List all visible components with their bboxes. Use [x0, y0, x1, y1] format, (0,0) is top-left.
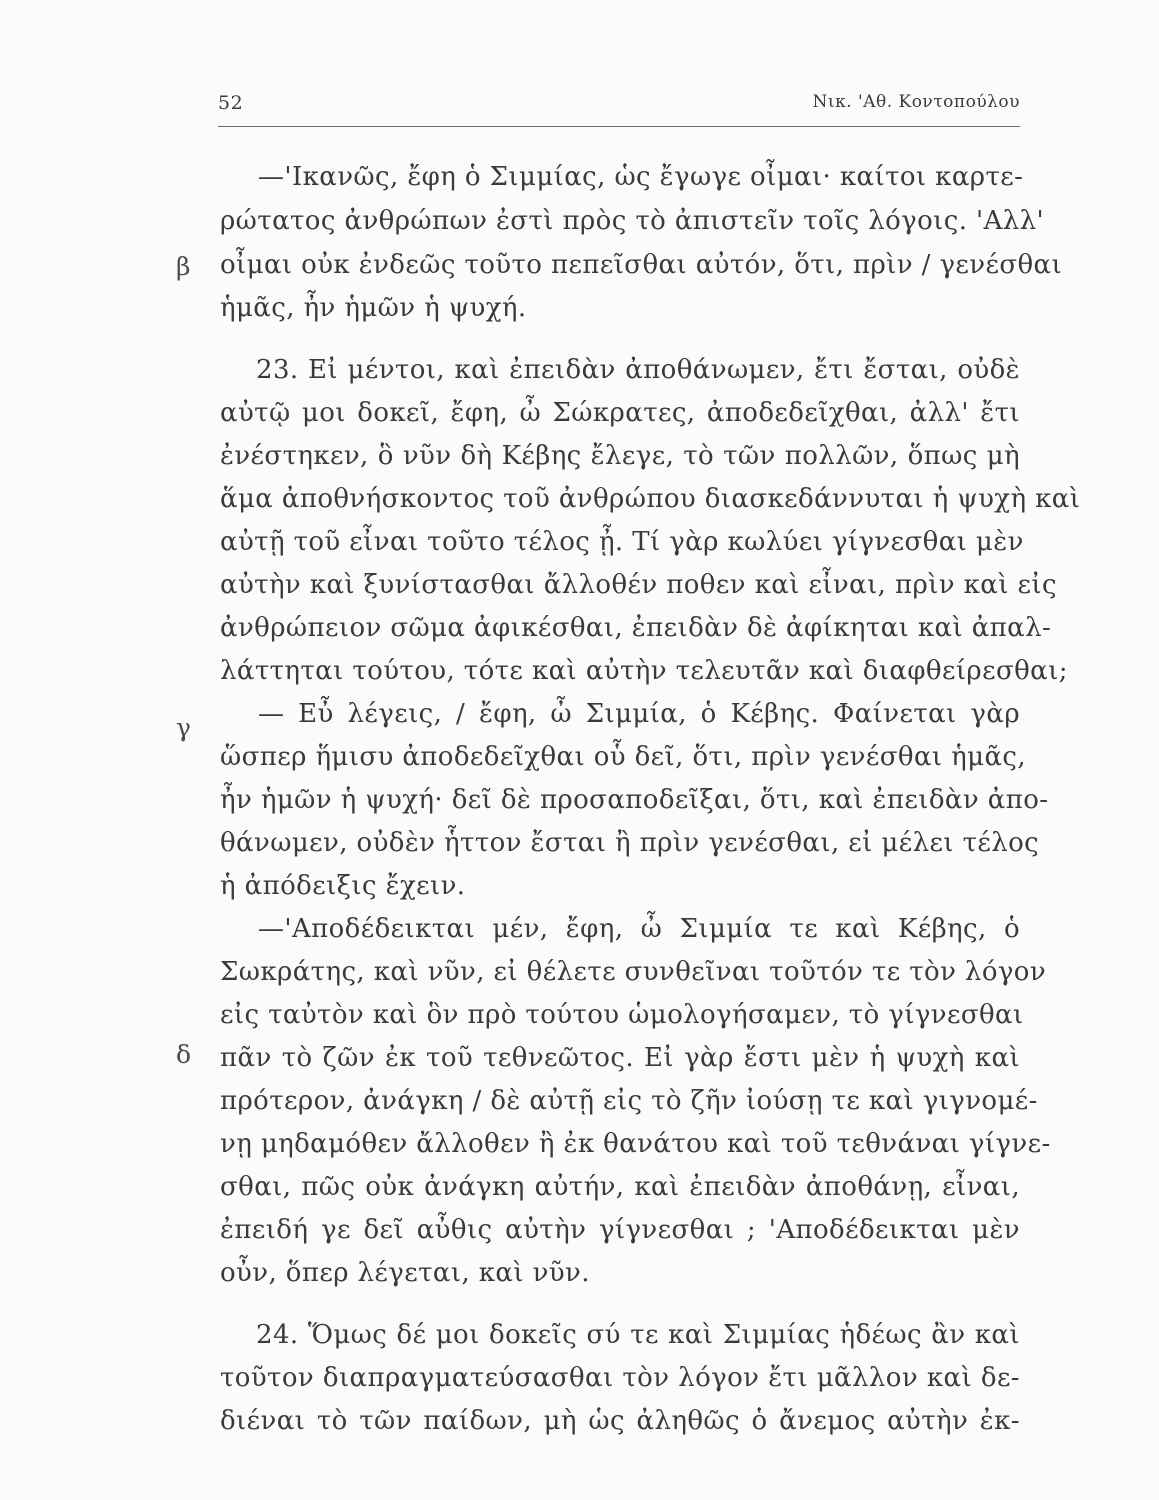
text-line: σθαι, πῶς οὐκ ἀνάγκη αὐτήν, καὶ ἐπειδὰν ἀποθάνῃ, εἶναι,: [220, 1172, 1020, 1202]
text-line: ἡμᾶς, ἦν ἡμῶν ἡ ψυχή.: [220, 293, 527, 323]
text-line: ἐνέστηκεν, ὃ νῦν δὴ Κέβης ἔλεγε, τὸ τῶν πολλῶν, ὅπως μὴ: [220, 441, 1020, 471]
text-line: διέναι τὸ τῶν παίδων, μὴ ὡς ἀληθῶς ὁ ἄνεμος αὐτὴν ἐκ-: [220, 1406, 1020, 1436]
text-line: ρώτατος ἀνθρώπων ἐστὶ πρὸς τὸ ἀπιστεῖν τοῖς λόγοις. 'Αλλ': [220, 206, 1045, 236]
text-line: θάνωμεν, οὐδὲν ἧττον ἔσται ἢ πρὶν γενέσθαι, εἰ μέλει τέλος: [220, 828, 1040, 858]
text-line: αὐτὴν καὶ ξυνίστασθαι ἄλλοθέν ποθεν καὶ εἶναι, πρὶν καὶ εἰς: [220, 570, 1057, 600]
text-line: ἡ ἀπόδειξις ἔχειν.: [220, 871, 466, 901]
text-line: ἀνθρώπειον σῶμα ἀφικέσθαι, ἐπειδὰν δὲ ἀφίκηται καὶ ἀπαλ-: [220, 613, 1052, 643]
text-line: οὖν, ὅπερ λέγεται, καὶ νῦν.: [220, 1258, 590, 1288]
text-line: εἰς ταὐτὸν καὶ ὃν πρὸ τούτου ὡμολογήσαμεν, τὸ γίγνεσθαι: [220, 1000, 1024, 1030]
text-line: αὐτῷ μοι δοκεῖ, ἔφη, ὦ Σώκρατες, ἀποδεδεῖχθαι, ἀλλ' ἔτι: [220, 398, 1020, 428]
margin-letter-delta: δ: [176, 1040, 192, 1069]
page-header: [218, 92, 1020, 127]
page-number: 52: [218, 92, 244, 114]
text-line: —'Ικανῶς, ἔφη ὁ Σιμμίας, ὡς ἔγωγε οἶμαι· καίτοι καρτε-: [258, 162, 1024, 192]
text-line: λάττηται τούτου, τότε καὶ αὐτὴν τελευτᾶν καὶ διαφθείρεσθαι;: [220, 656, 1068, 686]
running-head: Νικ. 'Αθ. Κοντοπούλου: [812, 92, 1020, 112]
margin-letter-beta: β: [176, 252, 191, 281]
text-line: ἅμα ἀποθνήσκοντος τοῦ ἀνθρώπου διασκεδάννυται ἡ ψυχὴ καὶ: [220, 484, 1081, 514]
margin-letter-gamma: γ: [176, 713, 191, 742]
text-line: αὐτῇ τοῦ εἶναι τοῦτο τέλος ᾖ. Τί γὰρ κωλύει γίγνεσθαι μὲν: [220, 527, 1024, 557]
text-line: τοῦτον διαπραγματεύσασθαι τὸν λόγον ἔτι μᾶλλον καὶ δε-: [220, 1363, 1020, 1393]
text-line: πρότερον, ἀνάγκη / δὲ αὐτῇ εἰς τὸ ζῆν ἰούσῃ τε καὶ γιγνομέ-: [220, 1086, 1038, 1116]
text-line: ἦν ἡμῶν ἡ ψυχή· δεῖ δὲ προσαποδεῖξαι, ὅτι, καὶ ἐπειδὰν ἀπο-: [220, 785, 1049, 815]
text-line: 24. Ὅμως δέ μοι δοκεῖς σύ τε καὶ Σιμμίας ἡδέως ἂν καὶ: [256, 1320, 1020, 1350]
text-line: ἐπειδή γε δεῖ αὖθις αὐτὴν γίγνεσθαι ; 'Αποδέδεικται μὲν: [220, 1215, 1020, 1245]
text-line: οἶμαι οὐκ ἐνδεῶς τοῦτο πεπεῖσθαι αὐτόν, ὅτι, πρὶν / γενέσθαι: [220, 250, 1063, 280]
text-line: 23. Εἰ μέντοι, καὶ ἐπειδὰν ἀποθάνωμεν, ἔτι ἔσται, οὐδὲ: [256, 355, 1020, 385]
text-line: ὥσπερ ἥμισυ ἀποδεδεῖχθαι οὗ δεῖ, ὅτι, πρὶν γενέσθαι ἡμᾶς,: [220, 742, 1027, 772]
text-line: νῃ μηδαμόθεν ἄλλοθεν ἢ ἐκ θανάτου καὶ τοῦ τεθνάναι γίγνε-: [220, 1129, 1051, 1159]
text-line: — Εὖ λέγεις, / ἔφη, ὦ Σιμμία, ὁ Κέβης. Φαίνεται γὰρ: [258, 699, 1020, 729]
text-line: πᾶν τὸ ζῶν ἐκ τοῦ τεθνεῶτος. Εἰ γὰρ ἔστι μὲν ἡ ψυχὴ καὶ: [220, 1043, 1020, 1073]
text-line: Σωκράτης, καὶ νῦν, εἰ θέλετε συνθεῖναι τοῦτόν τε τὸν λόγον: [220, 957, 1047, 987]
text-line: —'Αποδέδεικται μέν, ἔφη, ὦ Σιμμία τε καὶ Κέβης, ὁ: [258, 914, 1020, 944]
